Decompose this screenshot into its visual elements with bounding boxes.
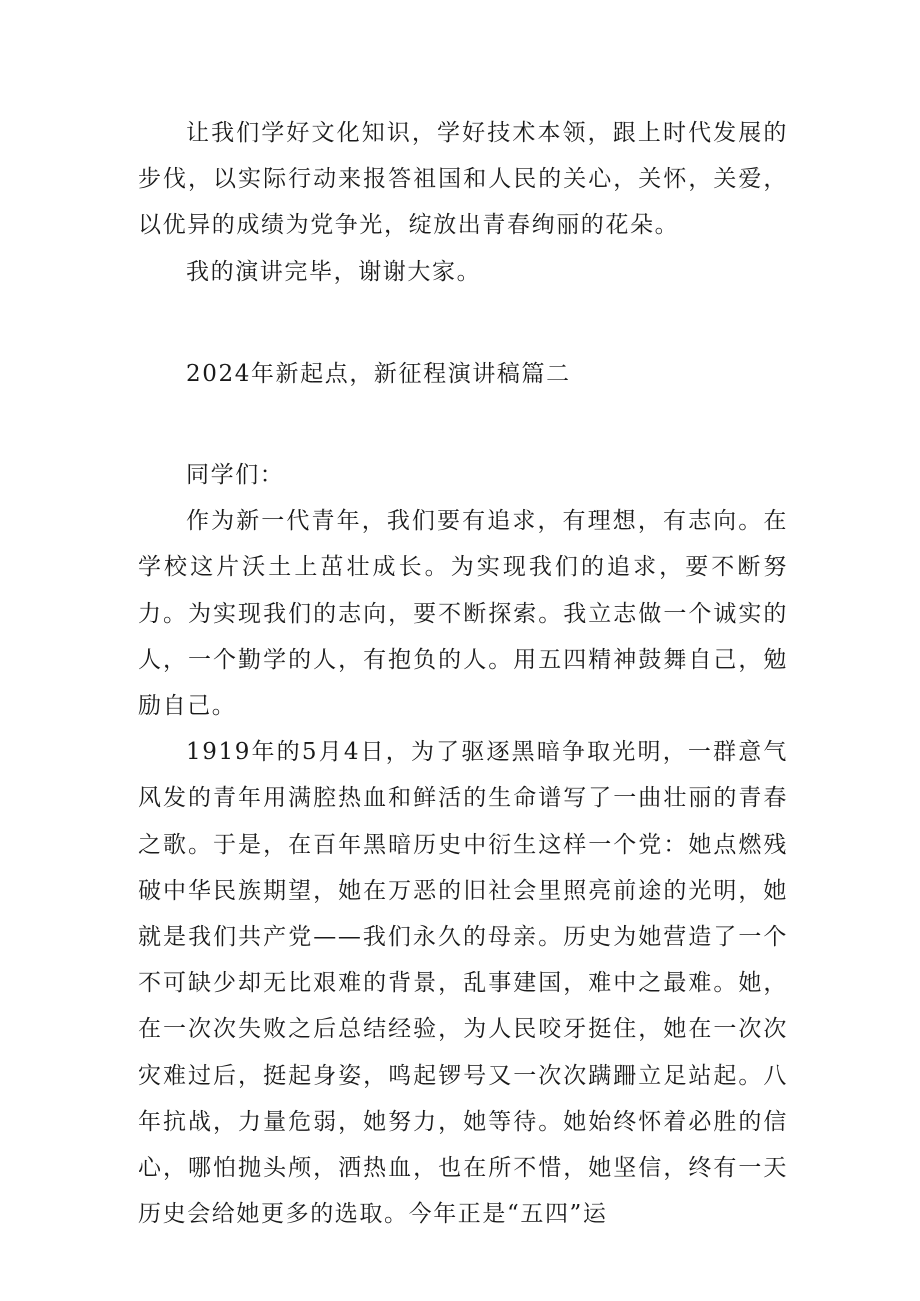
closing-paragraph: 让我们学好文化知识，学好技术本领，跟上时代发展的步伐，以实际行动来报答祖国和人民的关心，关怀，关爱，以优异的成绩为党争光，绽放出青春绚丽的花朵。 [138, 120, 788, 239]
closing-thanks: 我的演讲完毕，谢谢大家。 [186, 258, 482, 285]
body-paragraph: 1919年的5月4日，为了驱逐黑暗争取光明，一群意气风发的青年用满腔热血和鲜活的生命谱写了一曲壮丽的青春之歌。于是，在百年黑暗历史中衍生这样一个党：她点燃残破中华民族期望，她在万恶的旧社会里照亮前途的光明，她就是我们共产党——我们永久的母亲。历史为她营造了一个不可缺少却无比艰难的背景，乱事建国，难中之最难。她，在一次次失败之后总结经验，为人民咬牙挺住，她在一次次灾难过后，挺起身姿，鸣起锣号又一次次蹒跚立足站起。八年抗战，力量危弱，她努力，她等待。她始终怀着必胜的信心，哪怕抛头颅，洒热血，也在所不惜，她坚信，终有一天历史会给她更多的选取。今年正是“五四”运 [138, 739, 788, 1228]
section-two-heading-block [138, 351, 788, 397]
salutation: 同学们： [186, 462, 285, 488]
section-heading: 2024年新起点，新征程演讲稿篇二 [186, 361, 571, 387]
section-one [138, 110, 788, 295]
body-paragraph: 作为新一代青年，我们要有追求，有理想，有志向。在学校这片沃土上茁壮成长。为实现我们的追求，要不断努力。为实现我们的志向，要不断探索。我立志做一个诚实的人，一个勤学的人，有抱负的人。用五四精神鼓舞自己，勉励自己。 [138, 508, 788, 720]
section-two-body [138, 452, 788, 1237]
